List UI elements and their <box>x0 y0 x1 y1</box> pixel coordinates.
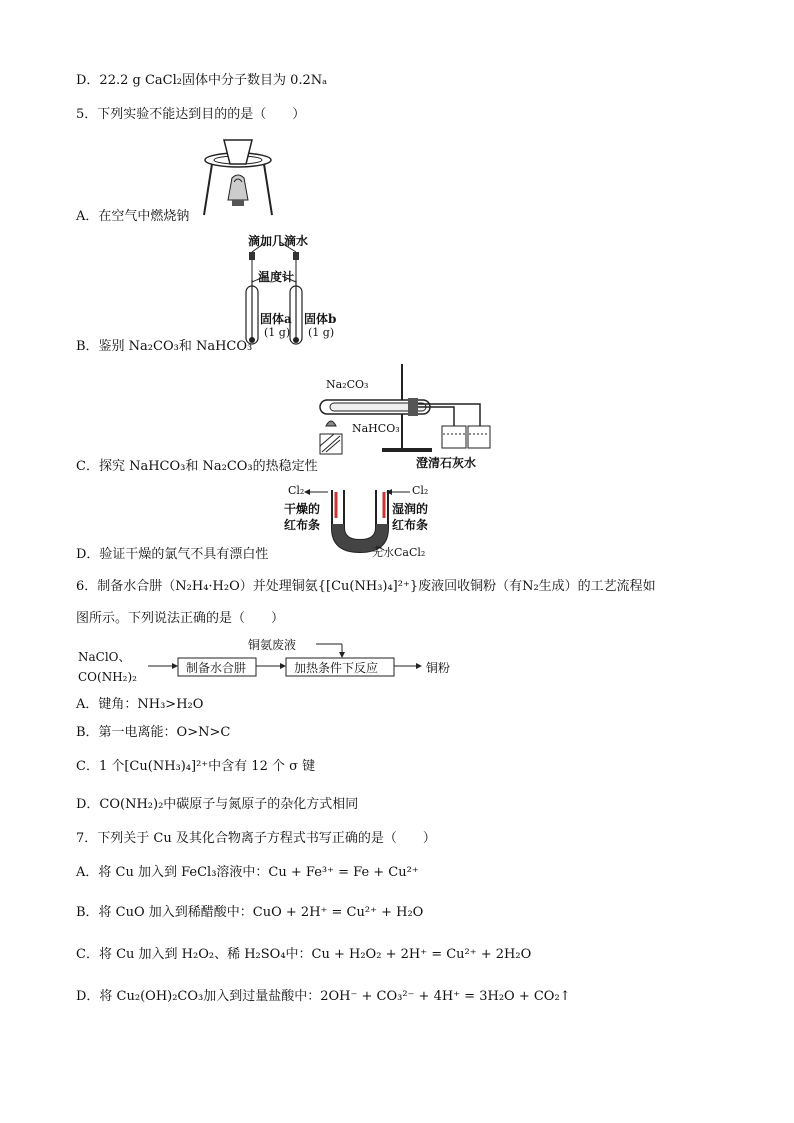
fig-c-limewater-label: 澄清石灰水 <box>416 456 477 470</box>
fig-d-red-strip-right: 红布条 <box>392 518 429 532</box>
q6-stem-line1: 6．制备水合肼（N₂H₄·H₂O）并处理铜氨{[Cu(NH₃)₄]²⁺}废液回收铜粉（有N₂生成）的工艺流程如 <box>76 579 656 594</box>
process-flow-diagram <box>76 634 476 690</box>
q7-stem: 7．下列关于 Cu 及其化合物离子方程式书写正确的是（ ） <box>76 831 436 846</box>
fig-b-thermometer-label: 温度计 <box>258 270 295 284</box>
fig-d-dry-label: 干燥的 <box>284 502 321 516</box>
chlorine-bleaching-figure <box>280 484 440 560</box>
q6-stem-line2: 图所示。下列说法正确的是（ ） <box>76 611 285 626</box>
flow-step-heat-react: 加热条件下反应 <box>294 661 379 675</box>
fig-b-drip-water-label: 滴加几滴水 <box>248 234 309 248</box>
q5-option-a: A．在空气中燃烧钠 <box>76 209 190 224</box>
q4-option-d: D．22.2 g CaCl₂固体中分子数目为 0.2Nₐ <box>76 73 328 88</box>
flow-waste-liquid: 铜氨废液 <box>248 638 297 652</box>
flow-input-urea: CO(NH₂)₂ <box>78 670 137 684</box>
fig-b-solid-a-label: 固体a <box>260 312 292 326</box>
q5-option-b: B．鉴别 Na₂CO₃和 NaHCO₃ <box>76 339 253 354</box>
flow-input-naclo: NaClO、 <box>78 650 131 664</box>
fig-b-solid-b-label: 固体b <box>304 312 337 326</box>
q7-option-b: B．将 CuO 加入到稀醋酸中：CuO + 2H⁺ = Cu²⁺ + H₂O <box>76 905 424 920</box>
q6-option-d: D．CO(NH₂)₂中碳原子与氮原子的杂化方式相同 <box>76 797 359 812</box>
fig-d-wet-label: 湿润的 <box>392 502 429 516</box>
flow-output-copper: 铜粉 <box>426 661 451 675</box>
fig-b-solid-a-mass: (1 g) <box>264 326 291 339</box>
q6-option-b: B．第一电离能：O>N>C <box>76 725 231 740</box>
q7-option-d: D．将 Cu₂(OH)₂CO₃加入到过量盐酸中：2OH⁻ + CO₃²⁻ + 4H⁺ = 3H₂O + CO₂↑ <box>76 989 571 1004</box>
thermal-stability-figure <box>312 364 492 472</box>
q7-option-c: C．将 Cu 加入到 H₂O₂、稀 H₂SO₄中：Cu + H₂O₂ + 2H⁺ = Cu²⁺ + 2H₂O <box>76 947 532 962</box>
q5-option-d: D．验证干燥的氯气不具有漂白性 <box>76 547 269 562</box>
flow-step-hydrazine: 制备水合肼 <box>186 661 247 675</box>
q6-option-c: C．1 个[Cu(NH₃)₄]²⁺中含有 12 个 σ 键 <box>76 759 316 774</box>
fig-c-na2co3-label: Na₂CO₃ <box>326 378 369 391</box>
q5-stem: 5．下列实验不能达到目的的是（ ） <box>76 107 306 122</box>
fig-d-cl2-right-label: Cl₂ <box>412 484 429 497</box>
fig-b-solid-b-mass: (1 g) <box>308 326 335 339</box>
fig-d-red-strip-left: 红布条 <box>284 518 321 532</box>
q5-option-c: C．探究 NaHCO₃和 Na₂CO₃的热稳定性 <box>76 459 318 474</box>
q6-option-a: A．键角：NH₃>H₂O <box>76 697 204 712</box>
q7-option-a: A．将 Cu 加入到 FeCl₃溶液中：Cu + Fe³⁺ = Fe + Cu²⁺ <box>76 865 419 880</box>
fig-d-cl2-left-label: Cl₂ <box>288 484 305 497</box>
identify-carbonates-figure <box>236 230 356 348</box>
sodium-burning-apparatus-figure <box>198 130 278 220</box>
fig-c-nahco3-label: NaHCO₃ <box>352 422 400 435</box>
fig-d-cacl2-label: 无水CaCl₂ <box>372 546 426 559</box>
